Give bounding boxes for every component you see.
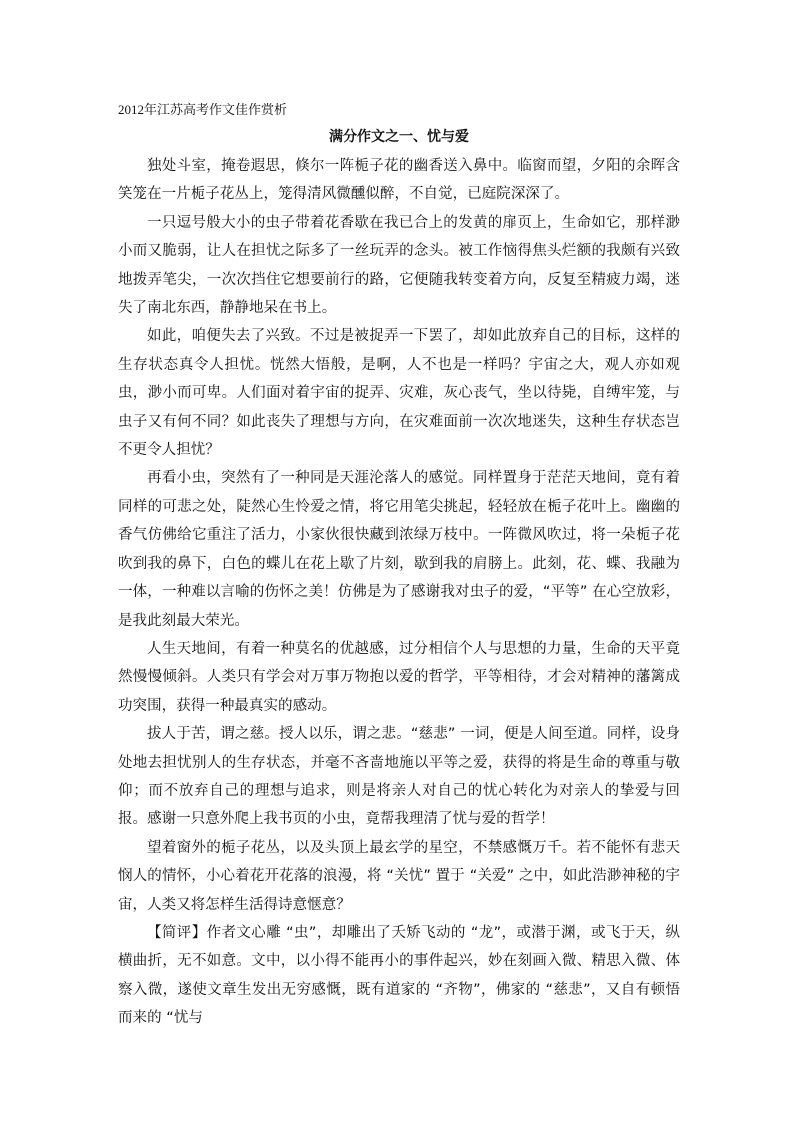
essay-paragraph: 望着窗外的栀子花丛，以及头顶上最玄学的星空，不禁感慨万千。若不能怀有悲天悯人的情怀，小心着花开花落的浪漫，将 “关忧” 置于 “关爱” 之中，如此浩渺神秘的宇宙，人类又将怎样生活得诗意惬意？ <box>118 839 680 913</box>
essay-paragraph: 一只逗号般大小的虫子带着花香歇在我已合上的发黄的扉页上，生命如它，那样渺小而又脆弱，让人在担忧之际多了一丝玩弄的念头。被工作恼得焦头烂额的我颇有兴致地拨弄笔尖，一次次挡住它想要前行的路，它便随我转变着方向，反复至精疲力竭，迷失了南北东西，静静地呆在书上。 <box>118 214 680 317</box>
essay-paragraph: 人生天地间，有着一种莫名的优越感，过分相信个人与思想的力量，生命的天平竟然慢慢倾斜。人类只有学会对万事万物抱以爱的哲学，平等相待，才会对精神的藩篱成功突围，获得一种最真实的感动。 <box>118 640 680 714</box>
essay-paragraph: 如此，咱便失去了兴致。不过是被捉弄一下罢了，却如此放弃自己的目标，这样的生存状态真令人担忧。恍然大悟般，是啊，人不也是一样吗？宇宙之大，观人亦如观虫，渺小而可卑。人们面对着宇宙的捉弄、灾难，灰心丧气，坐以待毙，自缚牢笼，与虫子又有何不同？如此丧失了理想与方向，在灾难面前一次次地迷失，这种生存状态岂不更令人担忧？ <box>118 328 680 459</box>
commentary-paragraph: 【简评】作者文心雕 “虫”，却雕出了夭矫飞动的 “龙”，或潜于渊，或飞于天，纵横曲折，无不如意。文中，以小得不能再小的事件起兴，妙在刻画入微、精思入微、体察入微，遂使文章生发出无穷感慨，既有道家的 “齐物”，佛家的 “慈悲”，又自有顿悟而来的 “忧与 <box>118 924 680 1027</box>
essay-paragraph: 再看小虫，突然有了一种同是天涯沦落人的感觉。同样置身于茫茫天地间，竟有着同样的可悲之处，陡然心生怜爱之情，将它用笔尖挑起，轻轻放在栀子花叶上。幽幽的香气仿佛给它重注了活力，小家伙很快藏到浓绿万枝中。一阵微风吹过，将一朵栀子花吹到我的鼻下，白色的蝶儿在花上歇了片刻，歇到我的肩膀上。此刻，花、蝶、我融为一体，一种难以言喻的伤怀之美！仿佛是为了感谢我对虫子的爱，“平等” 在心空放彩，是我此刻最大荣光。 <box>118 470 680 629</box>
document-page <box>118 100 680 1033</box>
essay-title: 满分作文之一、忧与爱 <box>329 129 469 145</box>
essay-paragraph: 独处斗室，掩卷遐思，倏尔一阵栀子花的幽香送入鼻中。临窗而望，夕阳的余晖含笑笼在一片栀子花丛上，笼得清风微醺似醉，不自觉，已庭院深深了。 <box>118 158 680 203</box>
essay-paragraph: 拔人于苦，谓之慈。授人以乐，谓之悲。“慈悲” 一词，便是人间至道。同样，设身处地去担忧别人的生存状态，并毫不吝啬地施以平等之爱，获得的将是生命的尊重与敬仰；而不放弃自己的理想与追求，则是将亲人对自己的忧心转化为对亲人的挚爱与回报。感谢一只意外爬上我书页的小虫，竟帮我理清了忧与爱的哲学！ <box>118 726 680 828</box>
document-header: 2012年江苏高考作文佳作赏析 <box>118 102 288 117</box>
